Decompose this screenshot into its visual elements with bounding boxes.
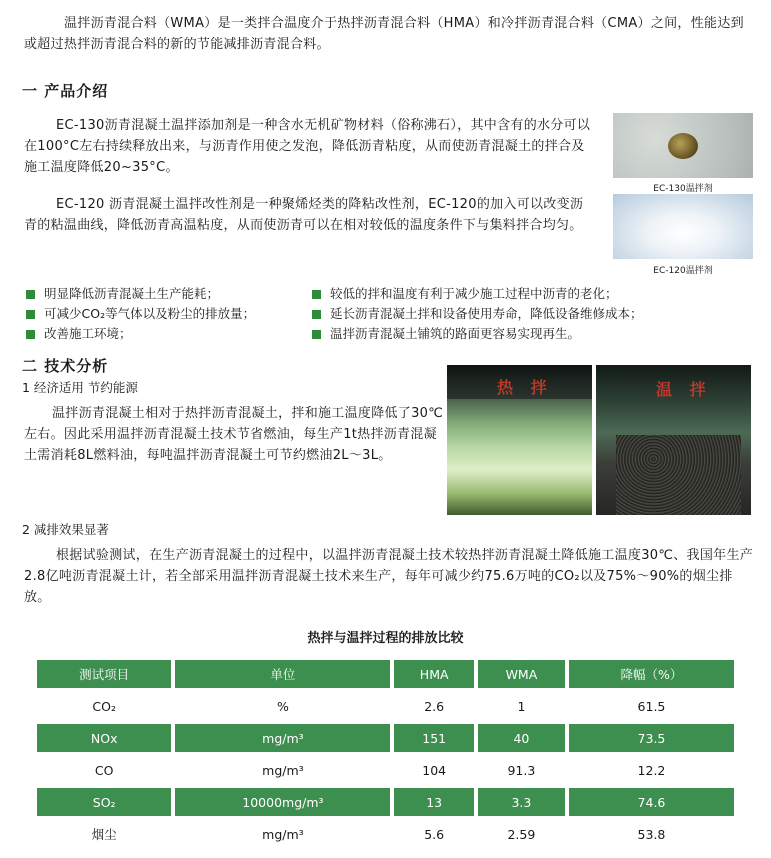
bullet-square-icon [312,310,321,319]
benefit-item: 延长沥青混凝土拌和设备使用寿命，降低设备维修成本； [312,304,762,324]
bullet-square-icon [26,290,35,299]
header-reduction: 降幅（%） [569,660,734,688]
bullet-square-icon [312,290,321,299]
hot-mix-photo [447,365,592,515]
table-row: NOx mg/m³ 151 40 73.5 [37,724,734,752]
benefit-item: 温拌沥青混凝土铺筑的路面更容易实现再生。 [312,324,762,344]
table-row: SO₂ 10000mg/m³ 13 3.3 74.6 [37,788,734,816]
benefit-item: 改善施工环境； [26,324,316,344]
warm-mix-label: 温 拌 [656,380,712,399]
ec130-paragraph: EC-130沥青混凝土温拌添加剂是一种含水无机矿物材料（俗称沸石），其中含有的水分可以在100°C左右持续释放出来，与沥青作用使之发泡，降低沥青粘度，从而使沥青混凝土的拌合及施工温度降低20~35°C。 [24,118,591,175]
header-unit: 单位 [175,660,390,688]
ec120-caption: EC-120温拌剂 [653,266,713,276]
ec130-caption: EC-130温拌剂 [653,184,713,194]
bullet-square-icon [26,310,35,319]
subsection-economy: 1 经济适用 节约能源 [22,380,138,395]
table-title: 热拌与温拌过程的排放比较 [307,631,464,646]
benefits-right [312,284,762,344]
emission-paragraph: 根据试验测试，在生产沥青混凝土的过程中，以温拌沥青混凝土技术较热拌沥青混凝土降低施工温度30℃、我国年生产2.8亿吨沥青混凝土计，若全部采用温拌沥青混凝土技术来生产，每年可减少约75.6万吨的CO₂以及75%～90%的烟尘排放。 [24,548,754,605]
table-row: CO mg/m³ 104 91.3 12.2 [94,762,666,778]
economy-paragraph: 温拌沥青混凝土相对于热拌沥青混凝土，拌和施工温度降低了30℃左右。因此采用温拌沥青混凝土技术节省燃油，每生产1t热拌沥青混凝土需消耗8L燃料油，每吨温拌沥青混凝土可节约燃油2L～3L。 [24,406,444,463]
header-wma: WMA [478,660,565,688]
intro-paragraph: 温拌沥青混合料（WMA）是一类拌合温度介于热拌沥青混合料（HMA）和冷拌沥青混合料（CMA）之间，性能达到或超过热拌沥青混合料的新的节能减排沥青混合料。 [24,16,744,52]
table-header-row [37,660,734,688]
coin-image [668,133,698,159]
benefit-item: 可减少CO₂等气体以及粉尘的排放量； [26,304,316,324]
emission-comparison-table [33,656,738,852]
header-hma: HMA [394,660,473,688]
warm-mix-photo [596,365,751,515]
benefit-item: 较低的拌和温度有利于减少施工过程中沥青的老化； [312,284,762,304]
benefit-item: 明显降低沥青混凝土生产能耗； [26,284,316,304]
hot-mix-label: 热 拌 [497,378,553,397]
ec120-photo [613,194,753,259]
ec120-paragraph: EC-120 沥青混凝土温拌改性剂是一种聚烯烃类的降粘改性剂，EC-120的加入可以改变沥青的粘温曲线，降低沥青高温粘度，从而使沥青可以在相对较低的温度条件下与集料拌合均匀。 [24,197,584,233]
aggregate-pile [616,435,741,515]
table-row: CO₂ % 2.6 1 61.5 [92,698,666,714]
ec130-photo [613,113,753,178]
table-row: 烟尘 mg/m³ 5.6 2.59 53.8 [91,826,666,842]
header-item: 测试项目 [37,660,171,688]
bullet-square-icon [312,330,321,339]
section-title-product: 一 产品介绍 [22,82,109,100]
benefits-left [26,284,316,344]
section-title-tech: 二 技术分析 [22,357,109,375]
bullet-square-icon [26,330,35,339]
subsection-emission: 2 减排效果显著 [22,522,109,537]
